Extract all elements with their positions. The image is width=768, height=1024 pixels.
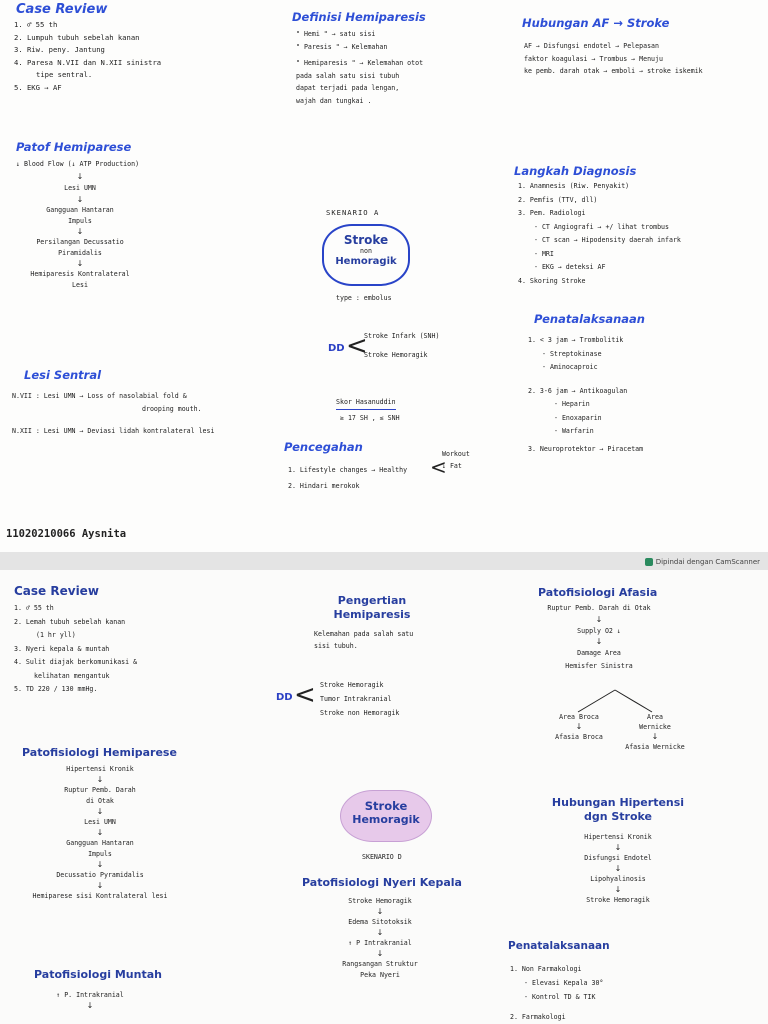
flow-step: Persilangan Decussatio Piramidalis [36, 237, 124, 257]
list-item: 3. Nyeri kepala & muntah [14, 644, 110, 653]
list-item: 3. Neuroprotektor → Piracetam [528, 444, 644, 453]
afasia-right-branch [620, 712, 690, 752]
down-arrow-icon: ↓ [96, 807, 104, 816]
flow-step: Gangguan Hantaran Impuls [46, 205, 114, 225]
down-arrow-icon: ↓ [96, 828, 104, 837]
section-title: Langkah Diagnosis [514, 164, 637, 178]
flow-step: Hemiparese sisi Kontralateral lesi [32, 892, 168, 900]
afasia-branch-lines [560, 688, 670, 714]
dd-list [320, 678, 399, 720]
flow-step: Disfungsi Endotel [584, 854, 652, 862]
type-label: type : embolus [336, 294, 392, 302]
section-title: Penatalaksanaan [508, 940, 610, 952]
list-item: 3. Riw. peny. Jantung [14, 45, 105, 54]
down-arrow-icon: ↓ [96, 775, 104, 784]
flow-step: Afasia Broca [555, 733, 603, 741]
langkah-list [518, 180, 681, 288]
skor-title: Skor Hasanuddin [336, 396, 396, 410]
list-item: - Elevasi Kepala 30° [524, 979, 604, 987]
list-item: 2. 3-6 jam → Antikoagulan [528, 386, 628, 395]
section-title: Case Review [16, 2, 108, 17]
flow-step: Hemiparesis Kontralateral Lesi [30, 269, 130, 289]
stroke-title: Stroke [364, 799, 408, 813]
stroke-sub: Hemoragik [335, 256, 397, 267]
pengertian-text [314, 628, 413, 652]
down-arrow-icon: ↓ [96, 881, 104, 890]
brace-icon: < [346, 331, 368, 361]
list-item: pada salah satu sisi tubuh [296, 71, 400, 80]
scanned-page-2 [0, 570, 768, 1024]
section-title: Patofisiologi Muntah [34, 968, 162, 981]
list-item: kelihatan mengantuk [34, 671, 110, 680]
flow-step: Decussatio Pyramidalis [56, 871, 144, 879]
hubungan-af-list [524, 40, 703, 78]
section-title: Patof Hemiparese [16, 140, 132, 154]
flow-step: Edema Sitotoksik [348, 918, 412, 926]
section-title: Hubungan Hipertensi [551, 796, 685, 809]
flow-step: Hipertensi Kronik [584, 833, 652, 841]
list-item: 2. Lumpuh tubuh sebelah kanan [14, 32, 140, 42]
flow-step: ↑ P. Intrakranial [56, 991, 124, 999]
flow-step: Lipohyalinosis [590, 875, 646, 883]
down-arrow-icon: ↓ [595, 614, 603, 624]
list-item: (1 hr yll) [36, 631, 76, 639]
list-item: 1. ♂ 55 th [14, 20, 58, 29]
list-item: AF → Disfungsi endotel → Pelepasan [524, 42, 659, 50]
list-item: Tumor Intrakranial [320, 695, 392, 703]
down-arrow-icon: ↓ [614, 885, 622, 894]
flow-step: Rangsangan Struktur [342, 960, 418, 968]
muntah-flow [40, 990, 140, 1011]
case-review-list [14, 19, 161, 94]
list-item: Stroke Hemoragik [364, 350, 428, 359]
student-id-footer: 11020210066 Aysnita [6, 528, 127, 540]
list-item: Stroke non Hemoragik [320, 709, 400, 717]
section-title: Patofisiologi Afasia [538, 586, 658, 599]
down-arrow-icon: ↓ [651, 732, 659, 741]
list-item: Stroke Infark (SNH) [364, 332, 440, 340]
pencegahan-list [288, 462, 407, 494]
pengertian-title [312, 594, 432, 622]
section-title: Hubungan AF → Stroke [522, 16, 670, 30]
flow-step: Area Wernicke [639, 713, 671, 731]
down-arrow-icon: ↓ [86, 1001, 94, 1010]
flow-step: Lesi UMN [64, 184, 96, 192]
flow-step: Ruptur Pemb. Darah di Otak [64, 786, 136, 805]
list-item: - CT scan → Hipodensity daerah infark [534, 236, 681, 244]
list-item: - Heparin [554, 400, 590, 408]
brace-icon: < [294, 680, 316, 710]
dd-label: DD [328, 343, 345, 354]
down-arrow-icon: ↓ [614, 864, 622, 873]
list-item: - EKG → deteksi AF [534, 263, 606, 271]
flow-step: Hemisfer Sinistra [565, 661, 633, 670]
case-review-section [16, 2, 107, 17]
flow-step: Gangguan Hantaran Impuls [66, 839, 134, 858]
list-item: - Kontrol TD & TIK [524, 993, 596, 1001]
afasia-flow [534, 602, 664, 672]
list-item: - CT Angiografi → +/ lihat trombus [534, 222, 669, 231]
down-arrow-icon: ↓ [76, 226, 84, 236]
list-item: 4. Paresa N.VII dan N.XII sinistra [14, 57, 162, 67]
flow-step: Lesi UMN [84, 818, 116, 826]
list-item: N.XII : Lesi UMN → Deviasi lidah kontralateral lesi [12, 427, 215, 435]
list-item: 5. TD 220 / 130 mmHg. [14, 685, 98, 693]
section-title: Case Review [14, 584, 99, 598]
hubungan-ht-title [548, 796, 688, 824]
down-arrow-icon: ↓ [376, 928, 384, 937]
down-arrow-icon: ↓ [376, 949, 384, 958]
section-title: Pengertian [337, 594, 407, 607]
flow-step: Supply O2 ↓ [577, 626, 621, 635]
camscanner-icon [645, 558, 653, 566]
list-item: sisi tubuh. [314, 642, 358, 650]
section-title: Hemiparesis [333, 608, 411, 621]
list-item: - Aminocaproic [542, 363, 598, 371]
down-arrow-icon: ↓ [376, 907, 384, 916]
list-item: 2. Pemfis (TTV, dll) [518, 195, 598, 204]
down-arrow-icon: ↓ [76, 194, 84, 204]
down-arrow-icon: ↓ [76, 258, 84, 268]
list-item: 5. EKG → AF [14, 82, 62, 92]
flow-step: Hipertensi Kronik [66, 765, 134, 773]
list-item: wajah dan tungkai . [296, 96, 372, 105]
case-review-list [14, 602, 137, 697]
list-item: " Paresis " → Kelemahan [296, 42, 388, 51]
list-item: - Streptokinase [542, 349, 602, 358]
skenario-label: SKENARIO A [326, 208, 380, 217]
list-item: faktor koagulasi → Trombus → Menuju [524, 54, 663, 63]
list-item: 2. Farmakologi [510, 1013, 566, 1021]
list-item: 3. Pem. Radiologi [518, 209, 586, 217]
list-item: 1. Non Farmakologi [510, 965, 582, 973]
list-item: " Hemi " → satu sisi [296, 30, 376, 38]
list-item: - Enoxaparin [554, 413, 602, 422]
list-item: Stroke Hemoragik [320, 681, 384, 689]
brace-icon: < [430, 455, 447, 479]
stamp-text: Dipindai dengan CamScanner [655, 558, 760, 566]
stroke-sub: non [360, 247, 372, 255]
flow-step: ↓ Blood Flow (↓ ATP Production) [16, 160, 140, 168]
flow-step: ↑ P Intrakranial [348, 939, 412, 947]
list-item: ke pemb. darah otak → emboli → stroke iskemik [524, 67, 703, 75]
flow-step: Damage Area [577, 649, 621, 657]
down-arrow-icon: ↓ [595, 637, 603, 646]
stroke-title: Stroke [343, 233, 389, 247]
list-item: dapat terjadi pada lengan, [296, 84, 400, 92]
down-arrow-icon: ↓ [575, 722, 583, 731]
list-item: 2. Hindari merokok [288, 482, 360, 490]
list-item: 1. Lifestyle changes → Healthy [288, 466, 408, 474]
stroke-cloud [322, 224, 410, 286]
list-item: Workout [442, 450, 470, 458]
flow-step: Stroke Hemoragik [348, 897, 412, 905]
section-title: dgn Stroke [583, 810, 653, 823]
section-title: Pencegahan [284, 440, 363, 454]
list-item: " Hemiparesis " → Kelemahan otot [296, 59, 424, 67]
flow-step: Ruptur Pemb. Darah di Otak [547, 604, 651, 612]
afasia-left-branch [544, 712, 614, 742]
stroke-title: Hemoragik [352, 813, 420, 826]
list-item: 1. ♂ 55 th [14, 604, 54, 612]
section-title: Definisi Hemiparesis [292, 10, 426, 24]
dd-label: DD [276, 692, 293, 703]
definisi-list [296, 28, 423, 107]
list-item: 1. Anamnesis (Riw. Penyakit) [518, 182, 630, 190]
stroke-hemoragik-blob [340, 790, 432, 842]
lesi-sentral-list [12, 390, 214, 438]
section-title: Penatalaksanaan [534, 312, 645, 326]
flow-step: Stroke Hemoragik [586, 896, 650, 904]
down-arrow-icon: ↓ [614, 843, 622, 852]
patof-hemiparese-flow [20, 172, 140, 291]
dd-list [364, 330, 439, 361]
nyeri-flow [320, 896, 440, 981]
down-arrow-icon: ↓ [76, 172, 84, 181]
flow-step: Peka Nyeri [360, 971, 400, 979]
list-item: N.VII : Lesi UMN → Loss of nasolabial fold & [12, 392, 187, 400]
list-item: ↓ Fat [442, 462, 462, 470]
list-item: 1. < 3 jam → Trombolitik [528, 336, 624, 344]
list-item: 4. Skoring Stroke [518, 276, 586, 285]
scanner-stamp [645, 558, 760, 566]
hemiparese-flow [30, 764, 170, 902]
skenario-label: SKENARIO D [362, 853, 402, 861]
penatalaksanaan-list [510, 962, 603, 1024]
list-item: 2. Lemah tubuh sebelah kanan [14, 617, 126, 626]
list-item: 4. Sulit diajak berkomunikasi & [14, 658, 138, 666]
section-title: Lesi Sentral [24, 368, 102, 382]
penatalaksanaan-list [528, 334, 643, 456]
list-item: - MRI [534, 249, 554, 258]
hubungan-ht-flow [558, 832, 678, 906]
flow-step: Afasia Wernicke [625, 743, 685, 751]
down-arrow-icon: ↓ [96, 860, 104, 869]
section-title: Patofisiologi Nyeri Kepala [302, 876, 462, 889]
flow-step: Area Broca [559, 713, 599, 721]
healthy-options [442, 448, 470, 472]
list-item: drooping mouth. [142, 404, 202, 413]
list-item: Kelemahan pada salah satu [314, 630, 414, 638]
list-item: tipe sentral. [36, 70, 93, 79]
section-title: Patofisiologi Hemiparese [22, 746, 177, 759]
skor-value: ≥ 17 SH , ≤ SNH [340, 414, 400, 422]
list-item: - Warfarin [554, 427, 594, 435]
